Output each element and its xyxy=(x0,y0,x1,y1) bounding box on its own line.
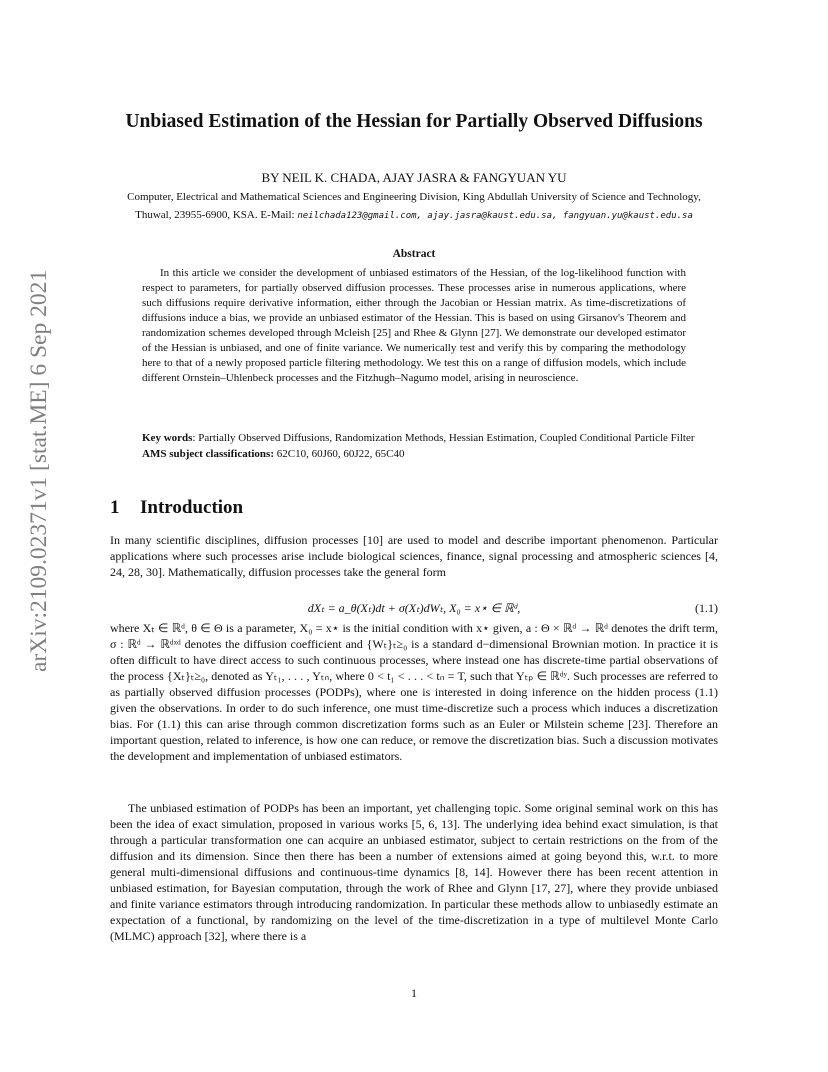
section-title: Introduction xyxy=(140,497,244,518)
abstract-heading: Abstract xyxy=(392,248,436,260)
affiliation-text: Computer, Electrical and Mathematical Sciences and Engineering Division, King Abdullah University of Science and Technology, Thuwal, 23955-6900, KSA. E-Mail: xyxy=(127,191,701,221)
intro-paragraph-3: The unbiased estimation of PODPs has been an important, yet challenging topic. Some original seminal work on this has been the idea of exact simulation, proposed in various works [5, 6, 13]. The underlying idea behind exact simulation, is that through a particular transformation one can acquire an unbiased estimator, subject to certain restrictions on the from of the diffusion and its dimension. Since then there has been a number of extensions aimed at going beyond this, w.r.t. to more general multi-dimensional diffusions and continuous-time dynamics [8, 14]. However there has been recent attention in unbiased estimation, for Bayesian computation, through the work of Rhee and Glynn [17, 27], where they provide unbiased and finite variance estimators through introducing randomization. In particular these methods allow to unbiasedly estimate an expectation of a functional, by randomizing on the level of the time-discretization in a type of multilevel Monte Carlo (MLMC) approach [32], where there is a xyxy=(110,801,718,943)
abstract-text: In this article we consider the development of unbiased estimators of the Hessian, of the log-likelihood function with respect to parameters, for partially observed diffusion processes. These processes arise in numerous applications, where such diffusions require derivative information, either through the Jacobian or Hessian matrix. As time-discretizations of diffusions induce a bias, we provide an unbiased estimator of the Hessian. This is based on using Girsanov's Theorem and randomization schemes developed through Mcleish [25] and Rhee & Glynn [27]. We demonstrate our developed estimator of the Hessian is unbiased, and one of finite variance. We numerically test and verify this by comparing the methodology here to that of a newly proposed particle filtering methodology. We test this on a range of diffusion models, which include different Ornstein–Uhlenbeck processes and the Fitzhugh–Nagumo model, arising in neuroscience. xyxy=(142,267,686,384)
arxiv-identifier-text: arXiv:2109.02371v1 [stat.ME] 6 Sep 2021 xyxy=(26,269,52,672)
page-number: 1 xyxy=(411,986,417,1000)
intro-paragraph-1: In many scientific disciplines, diffusion processes [10] are used to model and describe important phenomenon. Particular applications where such processes arise include biological sciences, finance, signal processing and atmospheric sciences [4, 24, 28, 30]. Mathematically, diffusion processes take the general form xyxy=(110,533,718,579)
affiliation xyxy=(112,189,716,225)
ams-codes: 62C10, 60J60, 60J22, 65C40 xyxy=(274,447,405,460)
equation-tag: (1.1) xyxy=(695,601,718,615)
equation-body: dXₜ = a_θ(Xₜ)dt + σ(Xₜ)dWₜ, X₀ = x⋆ ∈ ℝᵈ, xyxy=(307,601,521,615)
ams-label: AMS subject classifications: xyxy=(142,447,274,460)
keywords-label: Key words xyxy=(142,432,193,444)
section-heading xyxy=(110,497,243,519)
arxiv-identifier xyxy=(4,269,52,685)
email-addresses[interactable]: neilchada123@gmail.com, ajay.jasra@kaust.edu.sa, fangyuan.yu@kaust.edu.sa xyxy=(297,210,693,221)
paper-title: Unbiased Estimation of the Hessian for Partially Observed Diffusions xyxy=(125,111,703,132)
section-number: 1 xyxy=(110,497,120,518)
keywords-text: : Partially Observed Diffusions, Randomization Methods, Hessian Estimation, Coupled Conditional Particle Filter xyxy=(192,432,695,444)
keywords-block xyxy=(142,431,702,462)
intro-paragraph-2: where Xₜ ∈ ℝᵈ, θ ∈ Θ is a parameter, X₀ = x⋆ is the initial condition with x⋆ given, a : Θ × ℝᵈ → ℝᵈ denotes the drift term, σ : ℝᵈ → ℝᵈˣᵈ denotes the diffusion coefficient and {Wₜ}ₜ≥₀ is a standard d−dimensional Brownian motion. In practice it is often difficult to have direct access to such continuous processes, where instead one has discrete-time partial observations of the process {Xₜ}ₜ≥₀, denoted as Yₜ₁, . . . , Yₜₙ, where 0 < t₁ < . . . < tₙ = T, such that Yₜₚ ∈ ℝᵈʸ. Such processes are referred to as partially observed diffusion processes (PODPs), where one is interested in doing inference on the hidden process (1.1) given the observations. In order to do such inference, one must time-discretize such a process which induces a discretization bias. For (1.1) this can arise through common discretization forms such as an Euler or Milstein scheme [23]. Therefore an important question, related to inference, is how one can reduce, or remove the discretization bias. Such a discussion motivates the development and implementation of unbiased estimators. xyxy=(110,621,718,763)
equation-1-1 xyxy=(110,600,718,616)
author-list: BY NEIL K. CHADA, AJAY JASRA & FANGYUAN YU xyxy=(261,170,567,185)
